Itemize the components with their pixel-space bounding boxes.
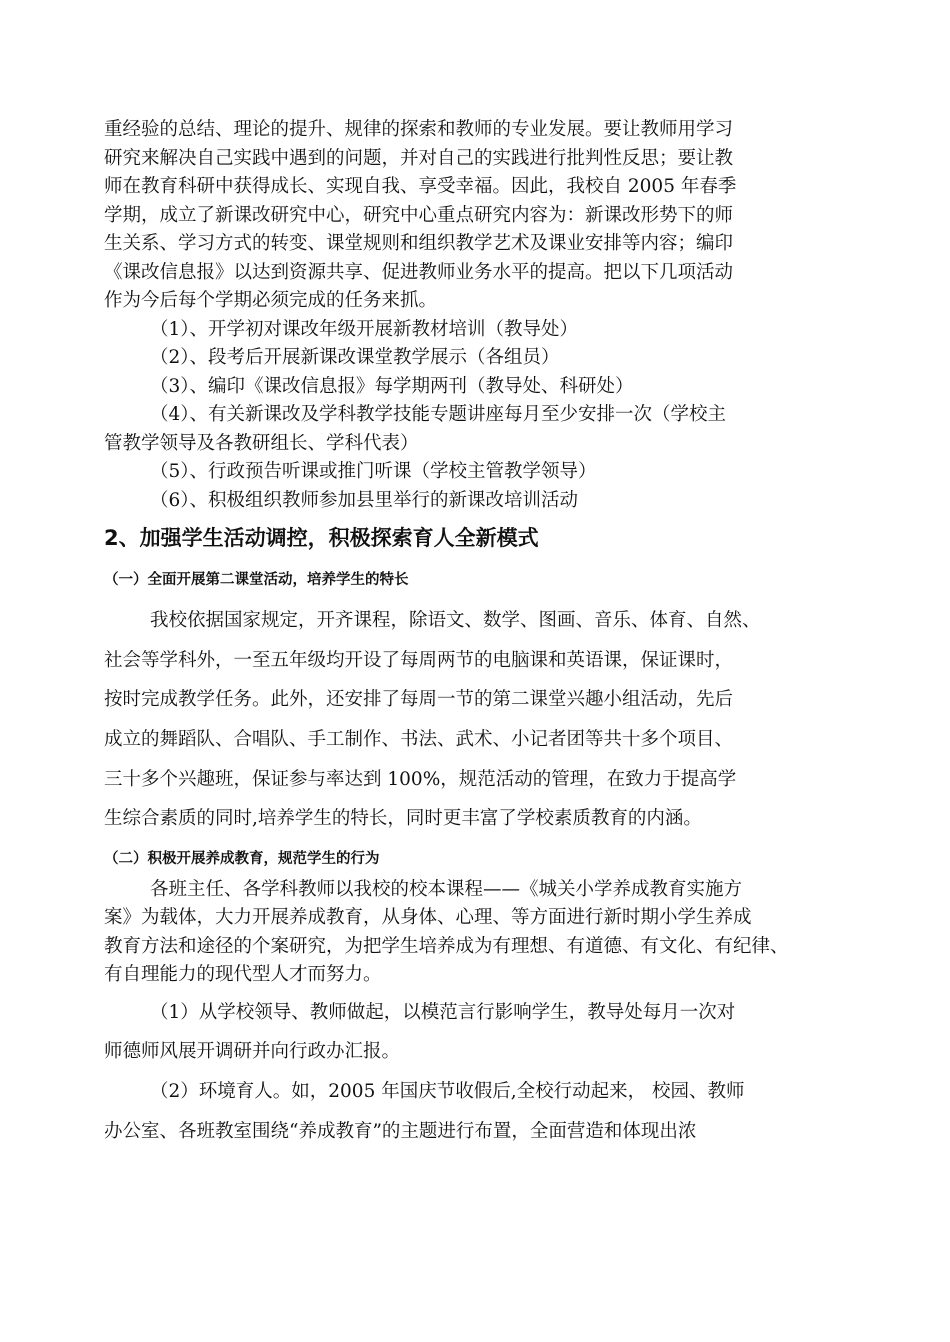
paragraph-line: 师在教育科研中获得成长、实现自我、享受幸福。因此，我校自 2005 年春季 (104, 176, 737, 197)
paragraph-line: 学期，成立了新课改研究中心，研究中心重点研究内容为：新课改形势下的师 (104, 205, 734, 226)
list-item: （3）、编印《课改信息报》每学期两刊（教导处、科研处） (150, 376, 634, 397)
paragraph-line: （2）环境育人。如，2005 年国庆节收假后,全校行动起来， 校园、教师 (150, 1081, 745, 1102)
section-heading: 2、加强学生活动调控，积极探索育人全新模式 (104, 526, 539, 550)
paragraph-line: 各班主任、各学科教师以我校的校本课程——《城关小学养成教育实施方 (150, 879, 743, 900)
list-item: （6）、积极组织教师参加县里举行的新课改培训活动 (150, 490, 579, 511)
paragraph-line: （1）从学校领导、教师做起，以模范言行影响学生，教导处每月一次对 (150, 1002, 736, 1023)
paragraph-line: 教育方法和途径的个案研究，为把学生培养成为有理想、有道德、有文化、有纪律、 (104, 936, 789, 957)
paragraph-line: 案》为载体，大力开展养成教育，从身体、心理、等方面进行新时期小学生养成 (104, 907, 752, 928)
paragraph-line: 《课改信息报》以达到资源共享、促进教师业务水平的提高。把以下几项活动 (104, 262, 734, 283)
paragraph-line: 师德师风展开调研并向行政办汇报。 (104, 1041, 401, 1062)
paragraph-line: 生综合素质的同时,培养学生的特长，同时更丰富了学校素质教育的内涵。 (104, 808, 702, 829)
paragraph-line: 办公室、各班教室围绕“养成教育”的主题进行布置，全面营造和体现出浓 (104, 1121, 697, 1142)
paragraph-line: 我校依据国家规定，开齐课程，除语文、数学、图画、音乐、体育、自然、 (150, 610, 761, 631)
paragraph-line: 生关系、学习方式的转变、课堂规则和组织教学艺术及课业安排等内容；编印 (104, 233, 734, 254)
list-item: （2）、段考后开展新课改课堂教学展示（各组员） (150, 347, 560, 368)
subsection-heading: （一）全面开展第二课堂活动，培养学生的特长 (104, 572, 409, 588)
paragraph-line: 有自理能力的现代型人才而努力。 (104, 964, 382, 985)
paragraph-line: 成立的舞蹈队、合唱队、手工制作、书法、武术、小记者团等共十多个项目、 (104, 729, 734, 750)
paragraph-line: 社会等学科外，一至五年级均开设了每周两节的电脑课和英语课，保证课时， (104, 650, 734, 671)
paragraph-line: 三十多个兴趣班，保证参与率达到 100%，规范活动的管理，在致力于提高学 (104, 769, 737, 790)
paragraph-line: 按时完成教学任务。此外，还安排了每周一节的第二课堂兴趣小组活动，先后 (104, 689, 734, 710)
list-item: （5）、行政预告听课或推门听课（学校主管教学领导） (150, 461, 597, 482)
paragraph-line: 研究来解决自己实践中遇到的问题，并对自己的实践进行批判性反思；要让教 (104, 148, 734, 169)
list-item-continuation: 管教学领导及各教研组长、学科代表） (104, 433, 419, 454)
list-item: （1）、开学初对课改年级开展新教材培训（教导处） (150, 319, 579, 340)
paragraph-line: 作为今后每个学期必须完成的任务来抓。 (104, 290, 438, 311)
paragraph-line: 重经验的总结、理论的提升、规律的探索和教师的专业发展。要让教师用学习 (104, 119, 734, 140)
subsection-heading: （二）积极开展养成教育，规范学生的行为 (104, 851, 380, 867)
list-item: （4）、有关新课改及学科教学技能专题讲座每月至少安排一次（学校主 (150, 404, 727, 425)
